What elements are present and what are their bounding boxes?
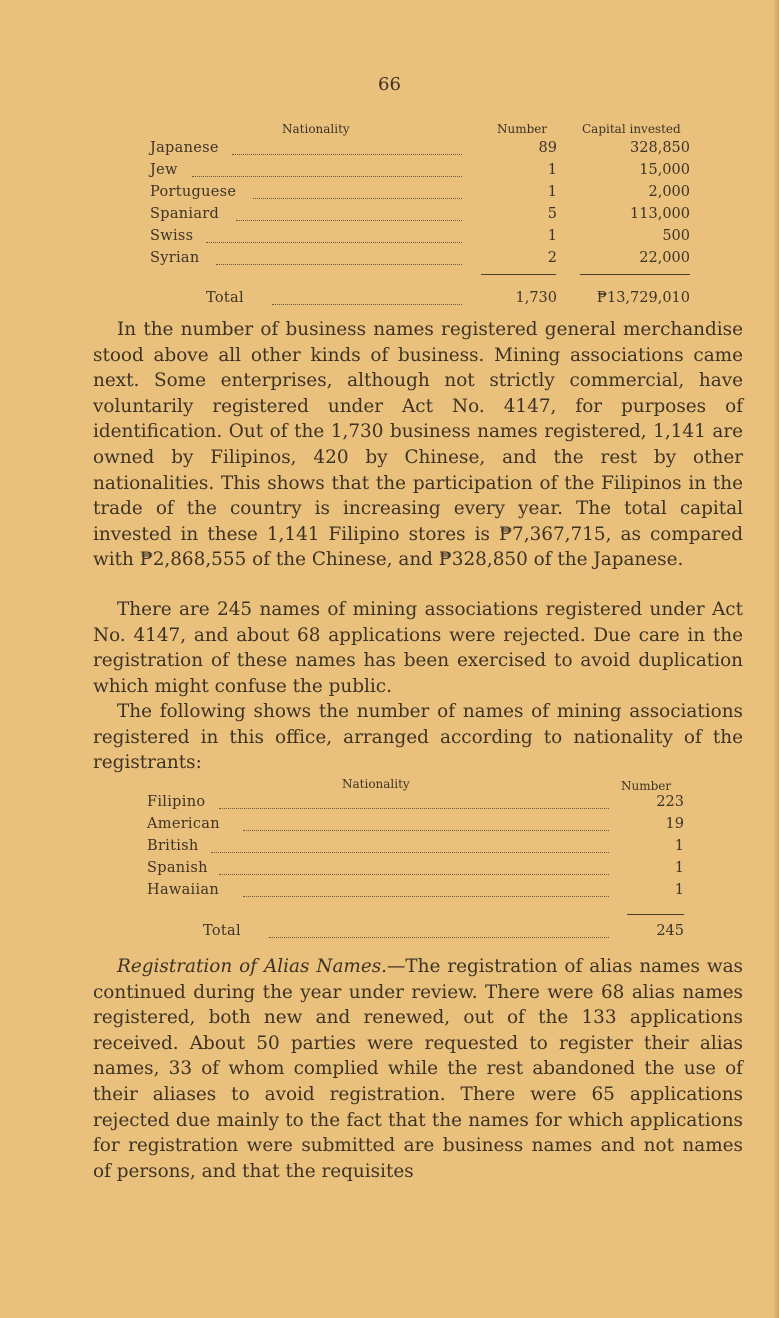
table1-header-nationality: Nationality xyxy=(282,122,350,136)
table1-total-row xyxy=(206,287,690,309)
leader-dots xyxy=(232,154,462,155)
table2-row xyxy=(147,857,684,879)
leader-dots xyxy=(253,198,462,199)
leader-dots xyxy=(269,937,609,938)
table1-capital: 113,000 xyxy=(630,206,690,222)
table2-nationality: American xyxy=(147,816,220,832)
table1-number: 1 xyxy=(547,228,557,244)
table2-nationality: Hawaiian xyxy=(147,882,220,898)
table1-nationality: Japanese xyxy=(150,140,219,156)
table1-total-label: Total xyxy=(206,290,244,306)
leader-dots xyxy=(272,304,462,305)
table2-number: 1 xyxy=(674,860,684,876)
paragraph-mining-intro: The following shows the number of names of mining associations registered in this office, arranged according to nationality of the registrants: xyxy=(93,701,743,774)
table2-number: 1 xyxy=(674,838,684,854)
table1-number-rule xyxy=(481,274,556,275)
table1-row xyxy=(150,181,690,203)
paragraph-mining-associations: There are 245 names of mining associations registered under Act No. 4147, and about 68 applications were rejected. Due care in the registration of these names has been exercised to avoid duplication which might confuse the public. xyxy=(93,599,743,697)
table1-nationality: Swiss xyxy=(150,228,194,244)
table2-total-label: Total xyxy=(203,923,241,939)
table1-nationality: Jew xyxy=(150,162,178,178)
table1-capital-rule xyxy=(580,274,690,275)
leader-dots xyxy=(219,808,609,809)
table1-row xyxy=(150,159,690,181)
table2-total-number: 245 xyxy=(656,923,684,939)
table1-capital: 15,000 xyxy=(639,162,690,178)
section-heading-alias-names: Registration of Alias Names. xyxy=(117,956,388,977)
table1-capital: 2,000 xyxy=(648,184,690,200)
leader-dots xyxy=(216,264,462,265)
leader-dots xyxy=(211,852,609,853)
alias-names-text: —The registration of alias names was continued during the year under review. There were 68 alias names registered, both new and renewed, out of the 133 applications received. About 50 parties were requested to register their alias names, 33 of whom complied while the rest abandoned the use of their aliases to avoid registration. There were 65 applications rejected due mainly to the fact that the names for which applications for registration were submitted are business names and not names of persons, and that the requisites xyxy=(93,956,743,1182)
table1-row xyxy=(150,203,690,225)
table1-row xyxy=(150,137,690,159)
table1-number: 5 xyxy=(547,206,557,222)
table2-number: 19 xyxy=(665,816,684,832)
table1-header-number: Number xyxy=(497,122,548,136)
table1-number: 89 xyxy=(538,140,557,156)
table1-total-number: 1,730 xyxy=(515,290,557,306)
table1-capital: 328,850 xyxy=(630,140,690,156)
table2-nationality: Filipino xyxy=(147,794,206,810)
table2-row xyxy=(147,813,684,835)
page-edge xyxy=(773,0,779,1318)
table1-nationality: Syrian xyxy=(150,250,200,266)
table1-number: 1 xyxy=(547,162,557,178)
table2-header-number: Number xyxy=(621,779,672,793)
table2-nationality: Spanish xyxy=(147,860,208,876)
table1-nationality: Spaniard xyxy=(150,206,220,222)
table2-row xyxy=(147,835,684,857)
page-number: 66 xyxy=(378,74,401,95)
table1-row xyxy=(150,225,690,247)
table1-header-capital: Capital invested xyxy=(582,122,681,136)
table1-total-capital: ₱13,729,010 xyxy=(596,290,690,306)
table2-row xyxy=(147,879,684,901)
table2-number: 1 xyxy=(674,882,684,898)
leader-dots xyxy=(236,220,462,221)
leader-dots xyxy=(206,242,462,243)
table1-nationality: Portuguese xyxy=(150,184,237,200)
table2-header-nationality: Nationality xyxy=(342,777,410,791)
table1-capital: 500 xyxy=(662,228,690,244)
leader-dots xyxy=(243,896,609,897)
table2-total-row xyxy=(203,920,684,942)
leader-dots xyxy=(192,176,462,177)
paragraph-business-names: In the number of business names registered general merchandise stood above all other kinds of business. Mining associations came next. Some enterprises, although not strictly commercial, have voluntarily registered under Act No. 4147, for purposes of identification. Out of the 1,730 business names registered, 1,141 are owned by Filipinos, 420 by Chinese, and the rest by other nationalities. This shows that the participation of the Filipinos in the trade of the country is increasing every year. The total capital invested in these 1,141 Filipino stores is ₱7,367,715, as compared with ₱2,868,555 of the Chinese, and ₱328,850 of the Japanese. xyxy=(93,319,743,571)
table2-row xyxy=(147,791,684,813)
leader-dots xyxy=(243,830,609,831)
paragraph-alias-names xyxy=(93,954,743,1184)
table2-number: 223 xyxy=(656,794,684,810)
leader-dots xyxy=(219,874,609,875)
table1-row xyxy=(150,247,690,269)
table1-number: 1 xyxy=(547,184,557,200)
table2-nationality: British xyxy=(147,838,199,854)
table2-number-rule xyxy=(627,914,684,915)
table1-number: 2 xyxy=(547,250,557,266)
table1-capital: 22,000 xyxy=(639,250,690,266)
